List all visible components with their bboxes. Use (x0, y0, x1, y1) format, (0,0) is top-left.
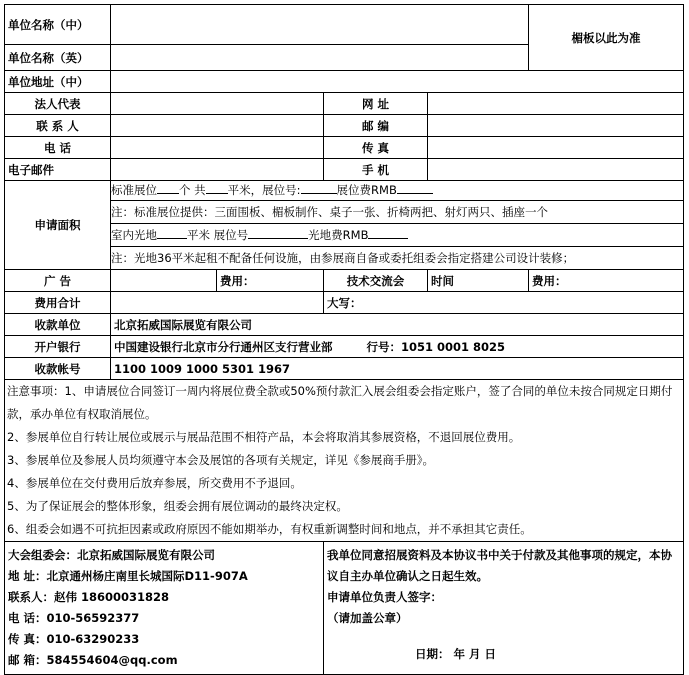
note-item: 5、为了保证展会的整体形象，组委会拥有展位调动的最终决定权。 (7, 499, 348, 513)
raw-space-line[interactable] (111, 224, 683, 247)
unit-name-en-field[interactable] (111, 45, 529, 71)
fax-label: 传 真 (324, 137, 428, 159)
phone-label: 电 话 (5, 137, 111, 159)
application-area-options (111, 181, 684, 270)
total-fee-label: 费用合计 (5, 292, 111, 314)
contact-field[interactable] (111, 115, 324, 137)
unit-address-cn-label: 单位地址（中） (5, 71, 111, 93)
agreement-section (324, 542, 684, 675)
organizer-fax: 传 真：010-63290233 (8, 632, 140, 646)
legal-rep-label: 法人代表 (5, 93, 111, 115)
bank-name: 中国建设银行北京市分行通州区支行营业部 (114, 339, 333, 354)
exhibition-application-form (4, 4, 683, 665)
application-area-label: 申请面积 (5, 181, 111, 270)
standard-booth-text: 标准展位 (111, 183, 157, 197)
payee-label: 收款单位 (5, 314, 111, 336)
bank-code: 行号：1051 0001 8025 (366, 339, 506, 354)
mobile-field[interactable] (428, 159, 684, 181)
bank-label: 开户银行 (5, 336, 111, 358)
seminar-fee-label[interactable]: 费用： (529, 270, 684, 292)
note-item: 3、参展单位及参展人员均须遵守本会及展馆的各项有关规定，详见《参展商手册》。 (7, 453, 435, 467)
legal-rep-field[interactable] (111, 93, 324, 115)
account-value: 1100 1009 1000 5301 1967 (111, 358, 684, 380)
organizer-address: 地 址：北京通州杨庄南里长城国际D11-907A (8, 569, 248, 583)
standard-booth-no-text: 平米，展位号: (227, 183, 301, 197)
capital-amount-label[interactable]: 大写： (324, 292, 684, 314)
organizer-committee: 大会组委会：北京拓威国际展览有限公司 (8, 548, 215, 562)
organizer-email: 邮 箱：584554604@qq.com (8, 653, 178, 667)
seminar-time-label[interactable]: 时间 (428, 270, 529, 292)
notes-section (5, 380, 684, 542)
note-item: 6、组委会如遇不可抗拒因素或政府原因不能如期举办，有权重新调整时间和地点，并不承担其它责任。 (7, 522, 532, 536)
signature-field[interactable]: 申请单位负责人签字： (327, 590, 442, 604)
postcode-field[interactable] (428, 115, 684, 137)
bank-value (111, 336, 684, 358)
unit-name-cn-field[interactable] (111, 5, 529, 45)
email-label: 电子邮件 (5, 159, 111, 181)
raw-space-text: 室内光地 (111, 228, 157, 242)
unit-name-en-label: 单位名称（英） (5, 45, 111, 71)
organizer-phone: 电 话：010-56592377 (8, 611, 140, 625)
date-field[interactable]: 日期： 年 月 日 (415, 647, 497, 661)
raw-space-no-text: 平米 展位号 (187, 228, 249, 242)
raw-space-fee-text: 光地费RMB (308, 228, 369, 242)
account-label: 收款帐号 (5, 358, 111, 380)
lintel-note: 楣板以此为准 (529, 5, 684, 71)
ad-fee-label[interactable]: 费用： (217, 270, 324, 292)
fax-field[interactable] (428, 137, 684, 159)
contact-label: 联 系 人 (5, 115, 111, 137)
seminar-label: 技术交流会 (324, 270, 428, 292)
ad-label: 广 告 (5, 270, 111, 292)
note-item: 2、参展单位自行转让展位或展示与展品范围不相符产品，本会将取消其参展资格，不退回展位费用。 (7, 430, 521, 444)
unit-name-cn-label: 单位名称（中） (5, 5, 111, 45)
form-table (4, 4, 684, 675)
total-fee-field[interactable] (111, 292, 324, 314)
seal-note: （请加盖公章） (327, 611, 408, 625)
postcode-label: 邮 编 (324, 115, 428, 137)
website-field[interactable] (428, 93, 684, 115)
standard-booth-fee-text: 展位费RMB (336, 183, 397, 197)
email-field[interactable] (111, 159, 324, 181)
raw-space-note: 注：光地36平米起租不配备任何设施，由参展商自备或委托组委会指定搭建公司设计装修； (111, 251, 575, 265)
agreement-statement: 我单位同意招展资料及本协议书中关于付款及其他事项的规定，本协议自主办单位确认之日起生效。 (327, 548, 672, 583)
payee-value: 北京拓威国际展览有限公司 (111, 314, 684, 336)
organizer-info (5, 542, 324, 675)
phone-field[interactable] (111, 137, 324, 159)
organizer-contact: 联系人：赵伟 18600031828 (8, 590, 170, 604)
ad-field[interactable] (111, 270, 217, 292)
note-item: 4、参展单位在交付费用后放弃参展，所交费用不予退回。 (7, 476, 302, 490)
standard-booth-line[interactable] (111, 181, 683, 201)
note-item: 注意事项：1、申请展位合同签订一周内将展位费全款或50%预付款汇入展会组委会指定账户，签了合同的单位未按合同规定日期付款，承办单位有权取消展位。 (7, 384, 673, 421)
standard-booth-note: 注：标准展位提供：三面围板、楣板制作、桌子一张、折椅两把、射灯两只、插座一个 (111, 201, 683, 224)
website-label: 网 址 (324, 93, 428, 115)
mobile-label: 手 机 (324, 159, 428, 181)
unit-address-cn-field[interactable] (111, 71, 684, 93)
standard-booth-count-text: 个 共 (179, 183, 206, 197)
